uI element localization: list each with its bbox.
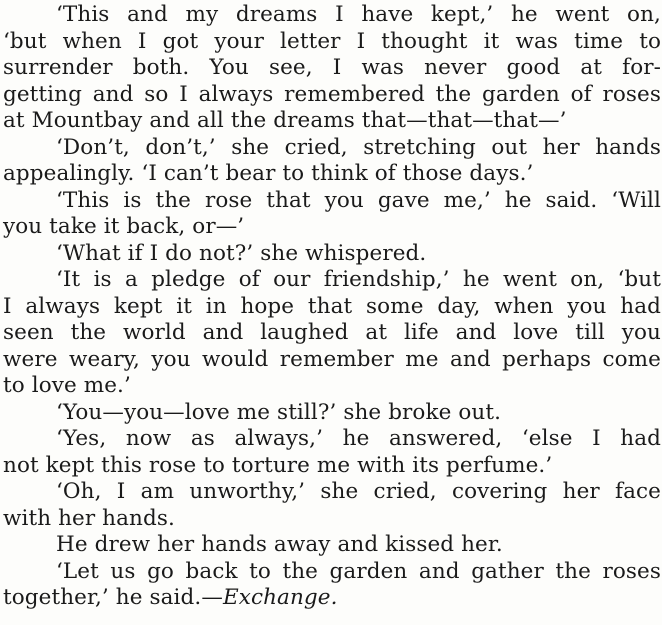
text-line: you take it back, or—’ — [3, 214, 245, 239]
text-line: surrender both. You see, I was never good at for- — [3, 55, 661, 80]
text-line: ‘Don’t, don’t,’ she cried, stretching out her hands — [56, 134, 661, 160]
text-line: ‘It is a pledge of our friendship,’ he went on, ‘but — [56, 267, 661, 292]
text-line: ‘but when I got your letter I thought it was time to — [3, 28, 661, 54]
text-line: appealingly. ‘I can’t bear to think of those days.’ — [3, 161, 534, 186]
text-line: ‘This is the rose that you gave me,’ he said. ‘Will — [56, 187, 661, 213]
text-line: ‘Let us go back to the garden and gather the roses — [56, 558, 661, 584]
text-line: were weary, you would remember me and perhaps come — [3, 346, 661, 372]
text-line-last — [3, 585, 661, 612]
text-line: ‘Oh, I am unworthy,’ she cried, covering her face — [56, 479, 661, 504]
text-line: at Mountbay and all the dreams that—that—that—’ — [3, 108, 567, 133]
text-line: He drew her hands away and kissed her. — [56, 532, 503, 557]
text-line: not kept this rose to torture me with its perfume.’ — [3, 452, 553, 478]
text-line: to love me.’ — [3, 373, 131, 398]
text-line-body: together,’ he said.— — [3, 585, 223, 610]
text-line: ‘Yes, now as always,’ he answered, ‘else I had — [56, 426, 661, 451]
text-line: seen the world and laughed at life and love till you — [3, 320, 661, 345]
text-line: ‘This and my dreams I have kept,’ he went on, — [56, 2, 661, 27]
text-line: I always kept it in hope that some day, when you had — [3, 293, 661, 319]
text-line: with her hands. — [3, 505, 175, 531]
story-text — [3, 2, 661, 612]
text-line: getting and so I always remembered the garden of roses — [3, 81, 661, 107]
text-line: ‘What if I do not?’ she whispered. — [56, 240, 427, 266]
text-line: ‘You—you—love me still?’ she broke out. — [56, 399, 502, 425]
source-credit: Exchange. — [222, 585, 338, 610]
